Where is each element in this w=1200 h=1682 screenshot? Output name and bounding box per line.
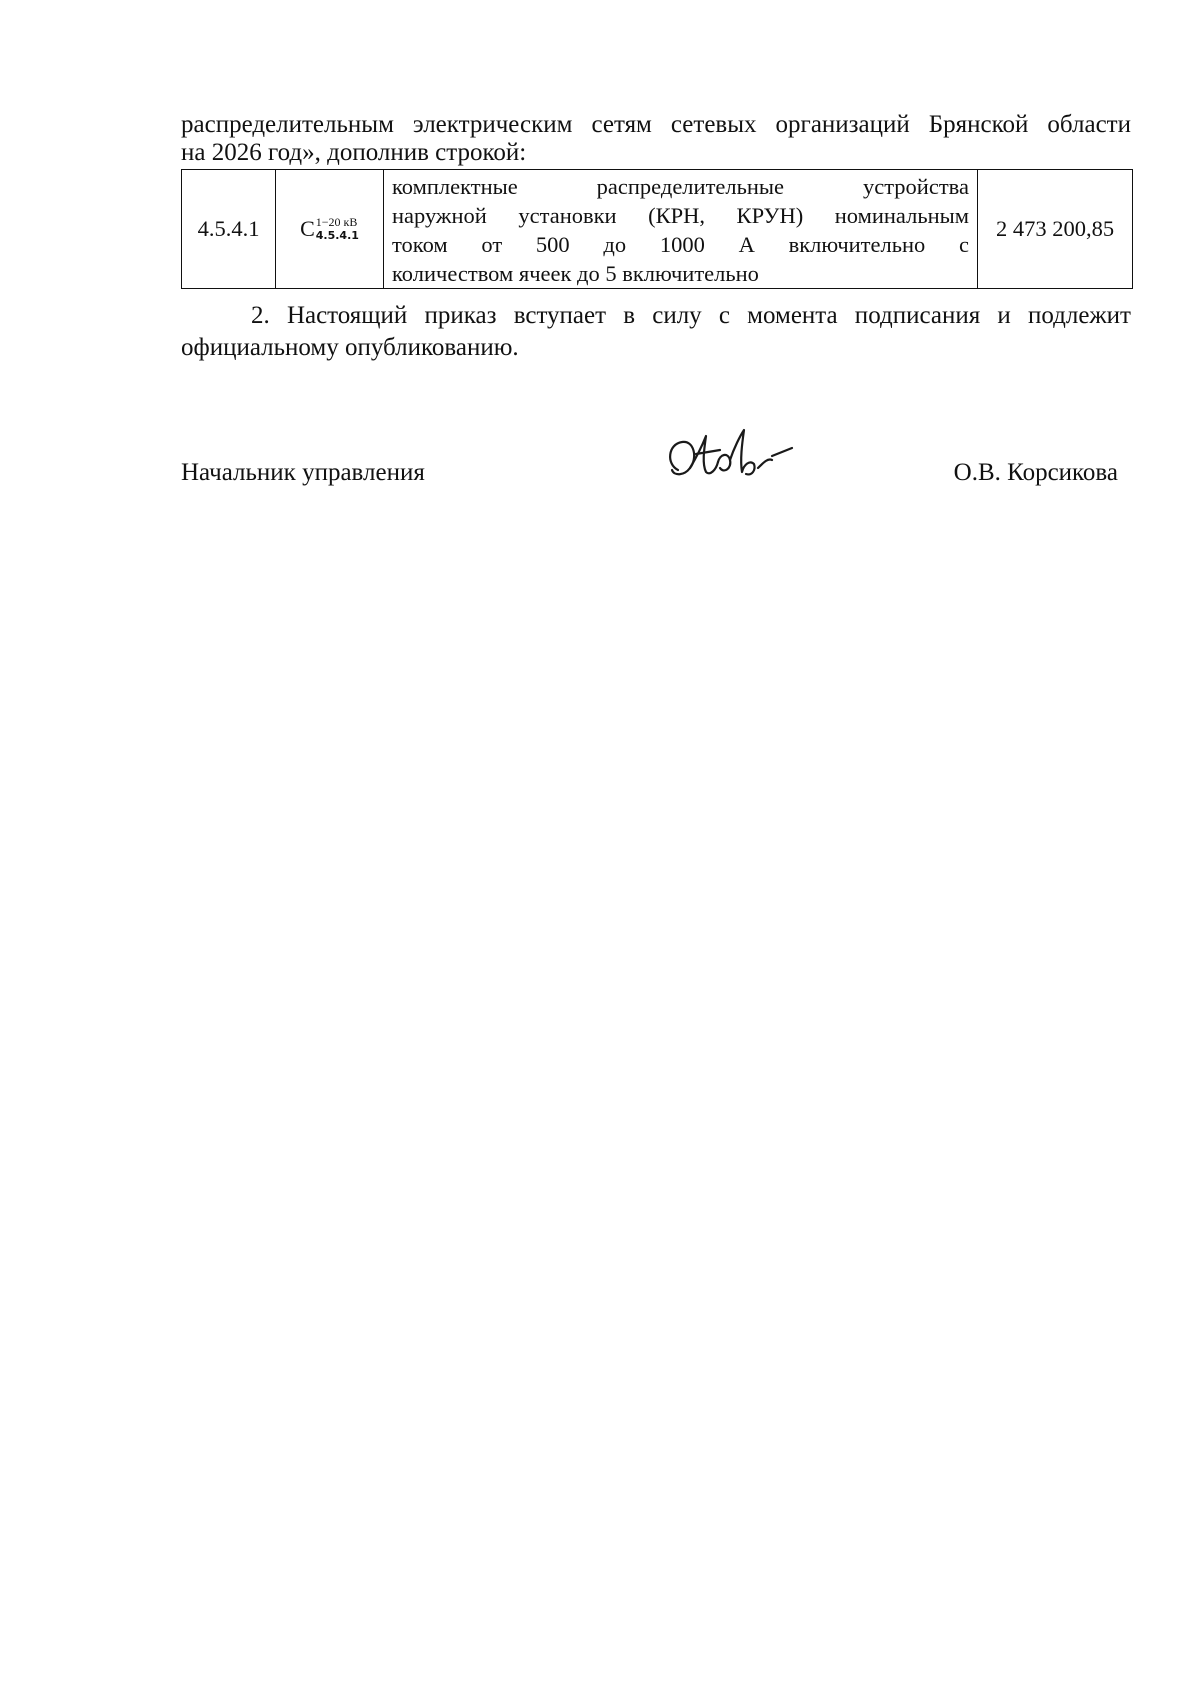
clause-line-1: 2. Настоящий приказ вступает в силу с момента подписания и подлежит <box>251 302 1131 329</box>
intro-paragraph <box>181 111 1131 167</box>
rate-symbol-subscript: 4.5.4.1 <box>315 229 359 242</box>
clause-paragraph <box>181 300 1131 364</box>
rate-symbol-superscript: 1−20 кВ <box>315 215 358 229</box>
rate-symbol <box>300 216 359 242</box>
signer-name: О.В. Корсикова <box>953 459 1118 486</box>
description-cell <box>384 170 978 289</box>
tariff-table <box>181 169 1133 289</box>
rate-symbol-cell <box>276 170 384 289</box>
rate-symbol-base: C <box>300 216 315 241</box>
description-line-1: комплектные распределительные устройства <box>392 174 969 199</box>
row-number-cell <box>182 170 276 289</box>
value-cell <box>978 170 1133 289</box>
intro-line-2: на 2026 год», дополнив строкой: <box>181 139 527 166</box>
description-line-4: количеством ячеек до 5 включительно <box>392 261 759 286</box>
row-number: 4.5.4.1 <box>197 216 260 241</box>
signer-position: Начальник управления <box>181 459 425 486</box>
clause-line-2: официальному опубликованию. <box>181 334 519 361</box>
rate-symbol-indices <box>316 216 359 242</box>
table-row <box>182 170 1133 289</box>
handwritten-signature <box>660 418 800 498</box>
description-line-2: наружной установки (КРН, КРУН) номинальным <box>392 203 969 228</box>
intro-line-1: распределительным электрическим сетям сетевых организаций Брянской области <box>181 111 1131 138</box>
description-line-3: током от 500 до 1000 А включительно с <box>392 232 969 257</box>
rate-value: 2 473 200,85 <box>995 216 1115 241</box>
